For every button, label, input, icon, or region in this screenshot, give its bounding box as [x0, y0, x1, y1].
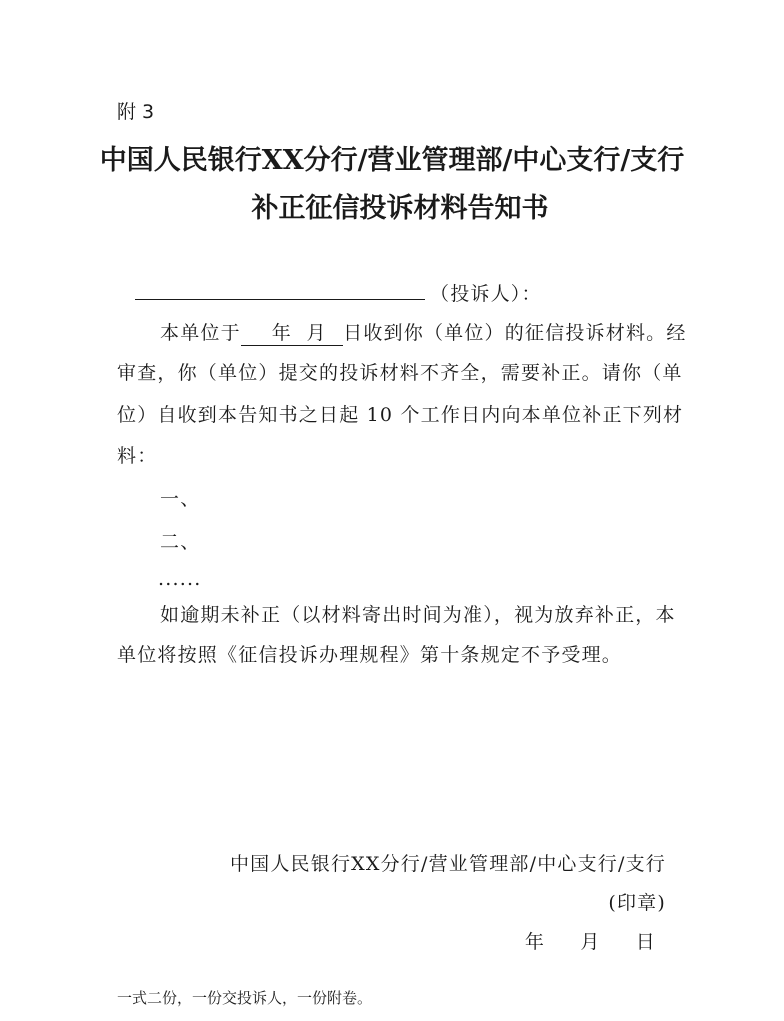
- document-title-line1: 中国人民银行XX分行/营业管理部/中心支行/支行: [99, 145, 685, 176]
- paragraph2-line1: 如逾期未补正（以材料寄出时间为准），视为放弃补正，本: [160, 604, 676, 626]
- received-date-blank: 年 月: [241, 318, 343, 346]
- paragraph1-line2: 审查，你（单位）提交的投诉材料不齐全，需要补正。请你（单: [117, 362, 683, 384]
- list-ellipsis: ......: [158, 568, 202, 590]
- seal-label: (印章): [608, 892, 666, 914]
- list-item-1: 一、: [160, 488, 201, 510]
- paragraph1-line3: 位）自收到本告知书之日起 10 个工作日内向本单位补正下列材: [117, 404, 684, 426]
- footnote: 一式二份，一份交投诉人，一份附卷。: [117, 989, 373, 1007]
- signature-date: 年 月 日: [524, 931, 656, 953]
- attachment-label: 附 3: [117, 101, 155, 123]
- paragraph2-line2: 单位将按照《征信投诉办理规程》第十条规定不予受理。: [117, 644, 623, 666]
- document-title-line2: 补正征信投诉材料告知书: [251, 193, 549, 224]
- list-item-2: 二、: [160, 531, 201, 553]
- issuer-name: 中国人民银行XX分行/营业管理部/中心支行/支行: [229, 853, 666, 875]
- addressee-blank-line: [135, 299, 425, 300]
- addressee-label: （投诉人）：: [430, 283, 542, 305]
- paragraph1-prefix: 本单位于: [160, 322, 241, 344]
- paragraph1-line1: [160, 318, 687, 346]
- paragraph1-line4: 料：: [117, 445, 158, 467]
- paragraph1-line1-rest: 日收到你（单位）的征信投诉材料。经: [343, 322, 687, 344]
